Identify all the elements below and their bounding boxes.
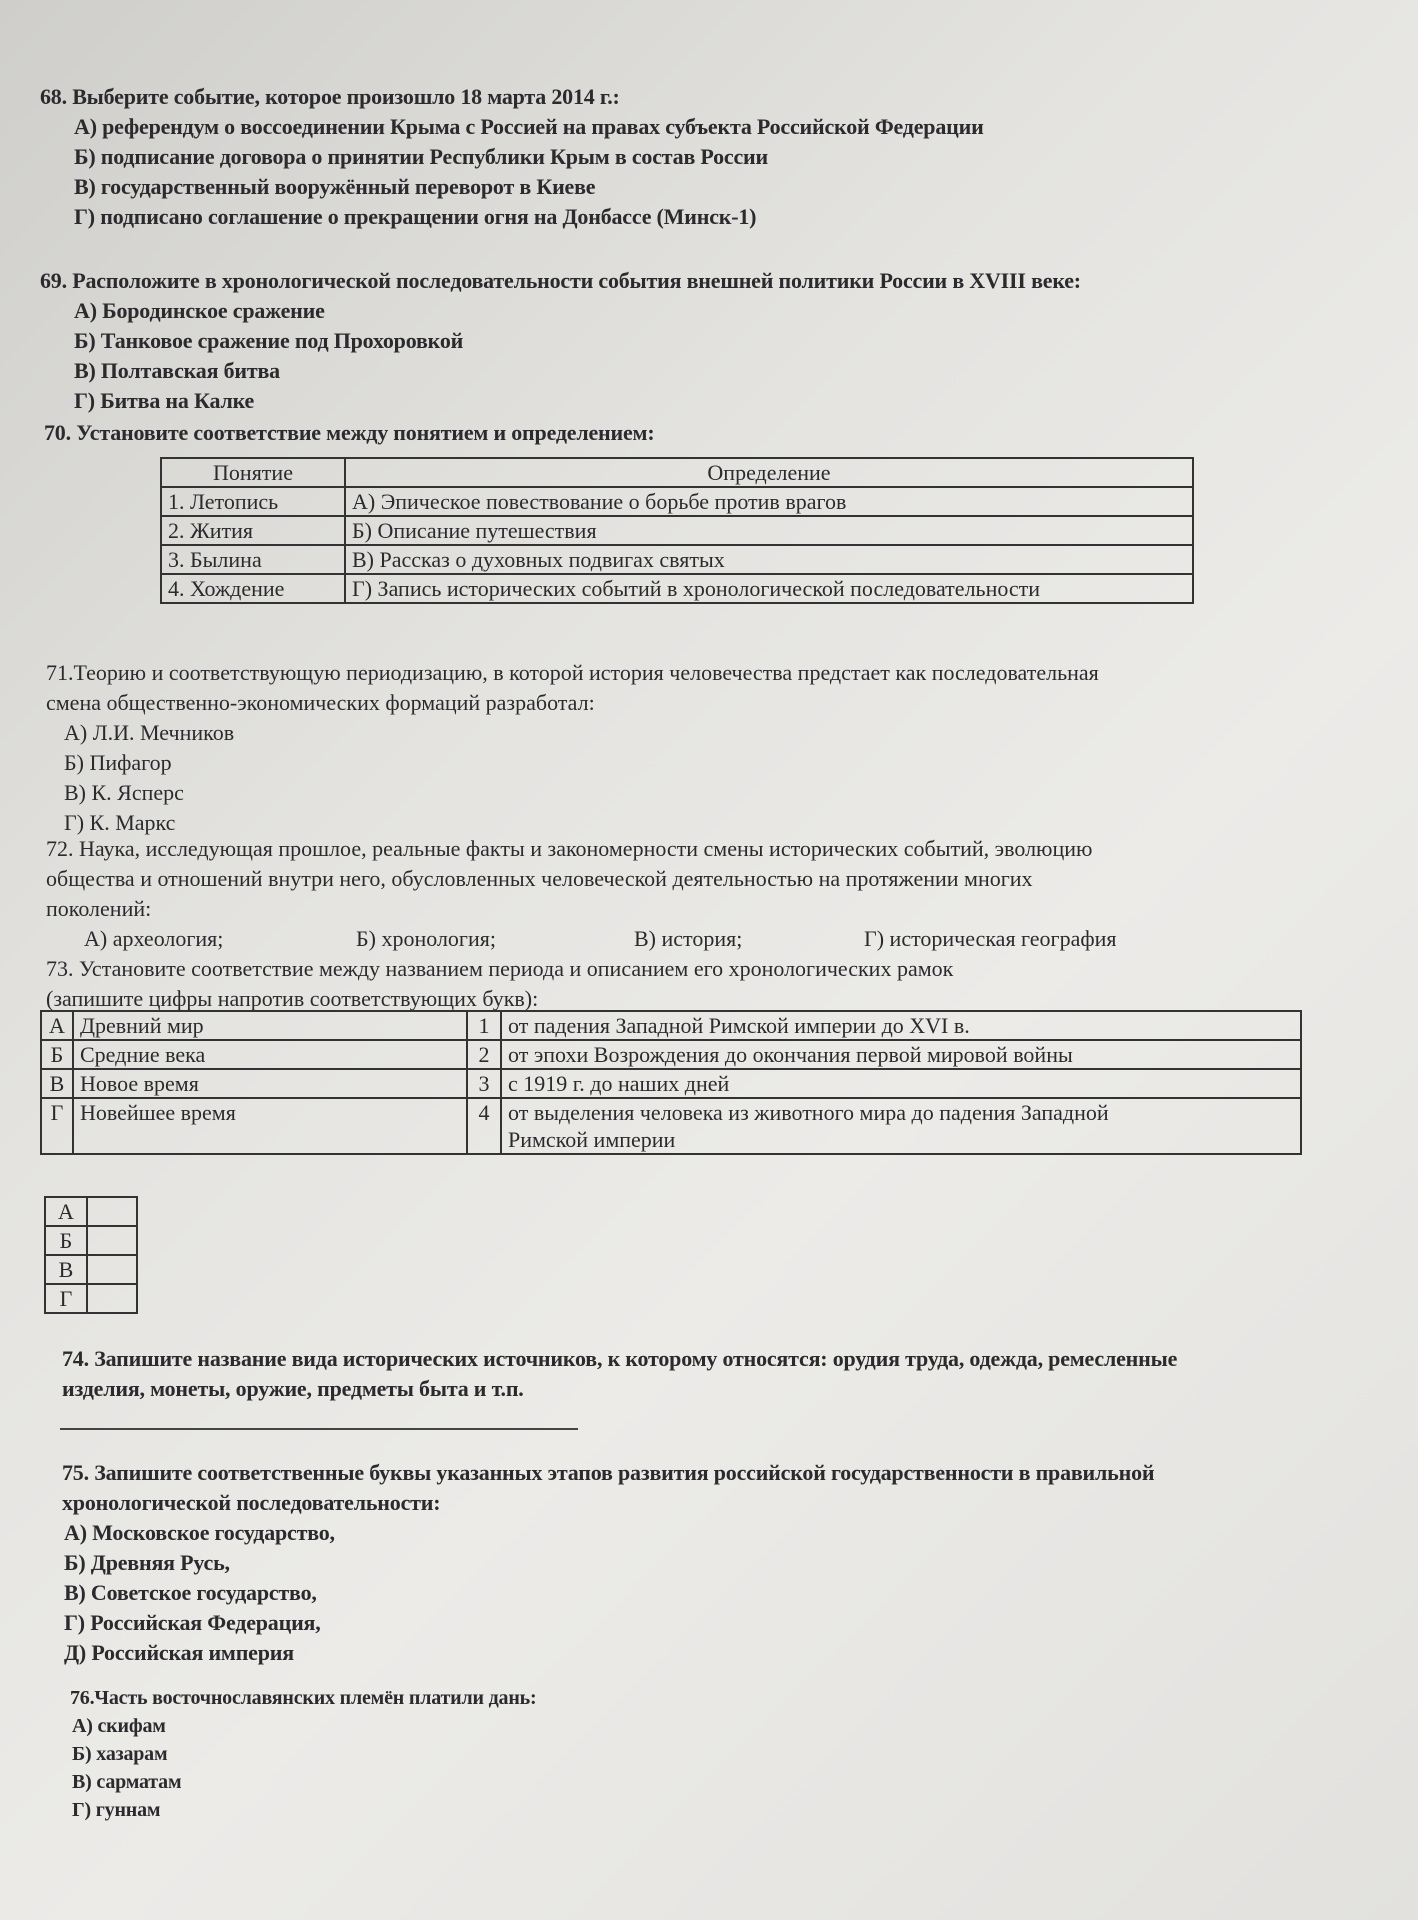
- question-68-option-v: В) государственный вооружённый переворот в Киеве: [74, 174, 596, 199]
- question-71-line-1: 71.Теорию и соответствующую периодизацию, в которой история человечества предстает как последовательная: [46, 660, 1099, 685]
- table-cell: 2: [467, 1040, 501, 1069]
- question-73-line-1: 73. Установите соответствие между названием периода и описанием его хронологических рамок: [46, 956, 954, 981]
- table-cell: 4: [467, 1098, 501, 1154]
- answer-grid-letter: Г: [45, 1284, 87, 1313]
- question-72-options: [46, 924, 1117, 954]
- question-76-option-g: Г) гуннам: [72, 1799, 161, 1821]
- table-row: [161, 545, 1193, 574]
- table-row: [41, 1040, 1301, 1069]
- question-70-title: 70. Установите соответствие между понятием и определением:: [44, 420, 655, 445]
- question-75-option-g: Г) Российская Федерация,: [64, 1610, 321, 1635]
- table-cell: Новейшее время: [73, 1098, 467, 1154]
- question-71-option-g: Г) К. Маркс: [64, 810, 176, 835]
- question-70: [44, 418, 654, 448]
- question-68: [40, 82, 984, 232]
- table-row: [161, 487, 1193, 516]
- table-cell: 2. Жития: [161, 516, 345, 545]
- question-71-option-v: В) К. Ясперс: [64, 780, 184, 805]
- question-72-option-b: Б) хронология;: [356, 926, 496, 951]
- table-cell-line: Римской империи: [508, 1127, 676, 1152]
- question-69-option-g: Г) Битва на Калке: [74, 388, 255, 413]
- question-76-option-b: Б) хазарам: [72, 1743, 168, 1765]
- answer-grid-letter: А: [45, 1197, 87, 1226]
- table-cell: Средние века: [73, 1040, 467, 1069]
- table-cell: В) Рассказ о духовных подвигах святых: [345, 545, 1193, 574]
- question-74: [62, 1344, 1177, 1404]
- question-75-option-b: Б) Древняя Русь,: [64, 1550, 230, 1575]
- question-70-table: [160, 457, 1194, 604]
- table-header-definition: Определение: [345, 458, 1193, 487]
- question-71-line-2: смена общественно-экономических формаций разработал:: [46, 690, 595, 715]
- question-73-table: [40, 1010, 1302, 1155]
- question-68-option-g: Г) подписано соглашение о прекращении огня на Донбассе (Минск-1): [74, 204, 757, 229]
- table-cell: В: [41, 1069, 73, 1098]
- table-cell: 1. Летопись: [161, 487, 345, 516]
- question-75: [62, 1458, 1154, 1668]
- answer-grid-input[interactable]: [87, 1255, 137, 1284]
- question-76: [70, 1684, 536, 1824]
- table-cell: от эпохи Возрождения до окончания первой мировой войны: [501, 1040, 1301, 1069]
- table-row: [161, 574, 1193, 603]
- table-row: [41, 1098, 1301, 1154]
- question-74-answer-line[interactable]: [60, 1428, 578, 1430]
- question-76-option-a: А) скифам: [72, 1715, 166, 1737]
- answer-grid-letter: В: [45, 1255, 87, 1284]
- table-cell-line: от выделения человека из животного мира до падения Западной: [508, 1100, 1109, 1125]
- question-72-line-2: общества и отношений внутри него, обусловленных человеческой деятельностью на протяжении многих: [46, 866, 1033, 891]
- question-69-option-b: Б) Танковое сражение под Прохоровкой: [74, 328, 464, 353]
- answer-grid-row: [45, 1197, 137, 1226]
- table-cell: Древний мир: [73, 1011, 467, 1040]
- question-68-option-b: Б) подписание договора о принятии Республики Крым в состав России: [74, 144, 768, 169]
- table-header-row: [161, 458, 1193, 487]
- question-69: [40, 266, 1081, 416]
- table-cell: 1: [467, 1011, 501, 1040]
- table-cell: А) Эпическое повествование о борьбе против врагов: [345, 487, 1193, 516]
- answer-grid-row: [45, 1284, 137, 1313]
- table-row: [41, 1011, 1301, 1040]
- answer-grid-input[interactable]: [87, 1226, 137, 1255]
- question-72: [46, 834, 1117, 954]
- table-cell: 3: [467, 1069, 501, 1098]
- question-68-option-a: А) референдум о воссоединении Крыма с Россией на правах субъекта Российской Федерации: [74, 114, 984, 139]
- table-row: [161, 516, 1193, 545]
- table-cell: Г: [41, 1098, 73, 1154]
- table-cell: от падения Западной Римской империи до XVI в.: [501, 1011, 1301, 1040]
- question-73: [46, 954, 953, 1014]
- table-cell: А: [41, 1011, 73, 1040]
- question-75-option-d: Д) Российская империя: [64, 1640, 294, 1665]
- answer-grid-row: [45, 1255, 137, 1284]
- question-72-line-1: 72. Наука, исследующая прошлое, реальные факты и закономерности смены исторических событий, эволюцию: [46, 836, 1093, 861]
- answer-grid-letter: Б: [45, 1226, 87, 1255]
- question-73-answer-grid: [44, 1196, 138, 1314]
- question-74-line-1: 74. Запишите название вида исторических источников, к которому относятся: орудия труда, одежда, ремесленные: [62, 1346, 1178, 1371]
- table-cell: 3. Былина: [161, 545, 345, 574]
- question-72-option-g: Г) историческая география: [864, 926, 1117, 951]
- question-75-option-v: В) Советское государство,: [64, 1580, 317, 1605]
- table-cell: Новое время: [73, 1069, 467, 1098]
- table-cell: Б) Описание путешествия: [345, 516, 1193, 545]
- question-74-line-2: изделия, монеты, оружие, предметы быта и т.п.: [62, 1376, 524, 1401]
- question-75-line-1: 75. Запишите соответственные буквы указанных этапов развития российской государственности в правильной: [62, 1460, 1155, 1485]
- question-72-option-v: В) история;: [634, 926, 743, 951]
- question-75-line-2: хронологической последовательности:: [62, 1490, 441, 1515]
- question-75-option-a: А) Московское государство,: [64, 1520, 335, 1545]
- answer-grid-row: [45, 1226, 137, 1255]
- question-73-line-2: (запишите цифры напротив соответствующих букв):: [46, 986, 539, 1011]
- answer-grid-input[interactable]: [87, 1284, 137, 1313]
- question-71-option-a: А) Л.И. Мечников: [64, 720, 235, 745]
- table-cell: Б: [41, 1040, 73, 1069]
- table-cell: с 1919 г. до наших дней: [501, 1069, 1301, 1098]
- table-cell-multiline: [501, 1098, 1301, 1154]
- table-row: [41, 1069, 1301, 1098]
- table-header-concept: Понятие: [161, 458, 345, 487]
- question-72-option-a: А) археология;: [84, 926, 224, 951]
- question-69-option-a: А) Бородинское сражение: [74, 298, 325, 323]
- question-68-title: 68. Выберите событие, которое произошло 18 марта 2014 г.:: [40, 84, 620, 109]
- question-69-option-v: В) Полтавская битва: [74, 358, 280, 383]
- question-72-line-3: поколений:: [46, 896, 152, 921]
- table-cell: Г) Запись исторических событий в хронологической последовательности: [345, 574, 1193, 603]
- question-71-option-b: Б) Пифагор: [64, 750, 172, 775]
- question-76-title: 76.Часть восточнославянских племён платили дань:: [70, 1687, 537, 1709]
- question-76-option-v: В) сарматам: [72, 1771, 182, 1793]
- table-cell: 4. Хождение: [161, 574, 345, 603]
- answer-grid-input[interactable]: [87, 1197, 137, 1226]
- question-69-title: 69. Расположите в хронологической последовательности события внешней политики России в XVIII веке:: [40, 268, 1081, 293]
- question-71: [46, 658, 1099, 838]
